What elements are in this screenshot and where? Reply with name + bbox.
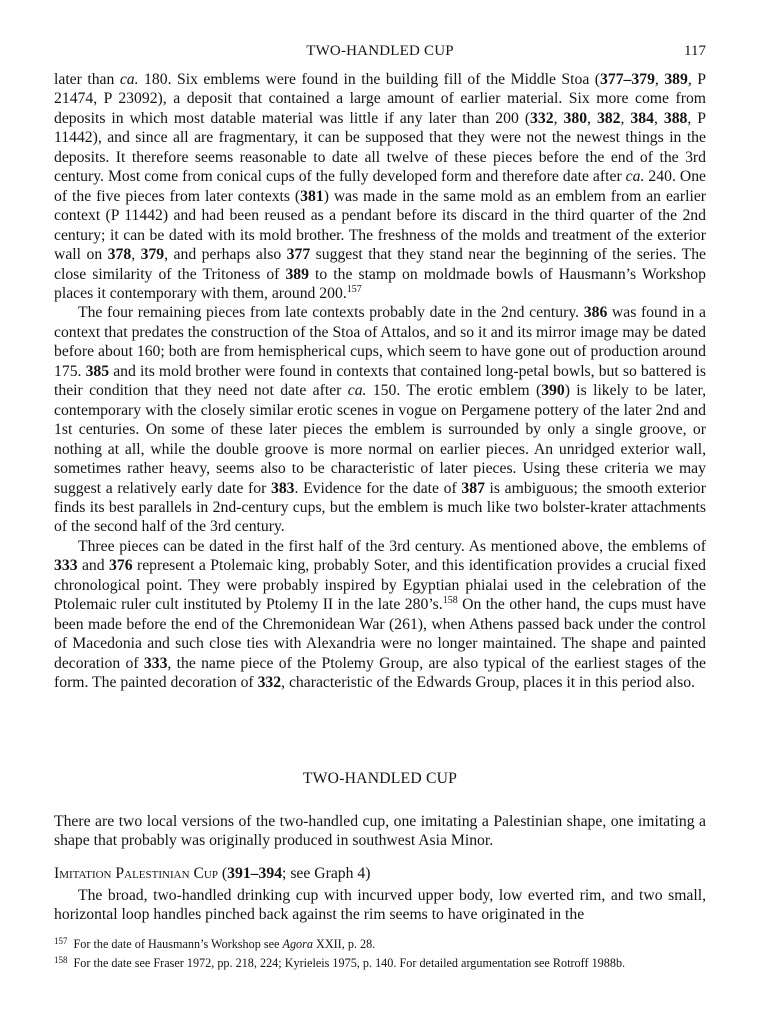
footnote-157: $^{157}$ For the date of Hausmann’s Workshop see Agora XXII, p. 28. (54, 936, 376, 951)
paragraph-1: later than ca. 180. Six emblems were found in the building fill of the Middle Stoa (377–379, 389, P 21474, P 23092), a deposit that contained a large amount of earlier material. Six more come from deposits in which most datable material was little if any later than 200 (332, 380, 382, 384, 388, P 11442), and since all are fragmentary, it can be supposed that they were not the newest things in the deposits. It therefore seems reasonable to date all twelve of these pieces before the end of the 3rd century. Most come from conical cups of the fully developed form and therefore date after ca. 240. One of the five pieces from later contexts (381) was made in the same mold as an emblem from an earlier context (P 11442) and had been reused as a pendant before its discard in the third quarter of the 2nd century; it can be dated with its mold brother. The freshness of the molds and treatment of the exterior wall on 378, 379, and perhaps also 377 suggest that they stand near the beginning of the series. The close similarity of the Tritoness of 389 to the stamp on moldmade bowls of Hausmann’s Workshop places it contemporary with them, around 200.$^{157}$ (54, 71, 707, 302)
paragraph-3: Three pieces can be dated in the first half of the 3rd century. As mentioned above, the emblems of 333 and 376 represent a Ptolemaic king, probably Soter, and this identification provides a crucial fixed chronological point. They were probably inspired by Egyptian phialai used in the celebration of the Ptolemaic ruler cult instituted by Ptolemy II in the late 280’s.$^{158}$ On the other hand, the cups must have been made before the end of the Chremonidean War (261), when Athens passed back under the control of Macedonia and such close ties with Alexandria were no longer maintained. The shape and painted decoration of 333, the name piece of the Ptolemy Group, are also typical of the earliest stages of the form. The painted decoration of 332, characteristic of the Edwards Group, places it in this period also. (54, 537, 707, 692)
footnote-158: $^{158}$ For the date see Fraser 1972, pp. 218, 224; Kyrieleis 1975, p. 140. For detailed argumentation see Rotroff 1988b. (54, 954, 626, 970)
paragraph-2: The four remaining pieces from late contexts probably date in the 2nd century. 386 was found in a context that predates the construction of the Stoa of Attalos, and so it and its mirror image may be dated before about 160; both are from hemispherical cups, which seem to have gone out of production around 175. 385 and its mold brother were found in contexts that contained long-petal bowls, but so battered is their condition that they need not date after ca. 150. The erotic emblem (390) is likely to be later, contemporary with the closely similar erotic scenes in vogue on Pergamene pottery of the later 2nd and 1st centuries. On some of these later pieces the emblem is surrounded by only a single groove, or nothing at all, while the double groove is more normal on earlier pieces. An unridged exterior wall, sometimes rather heavy, seems also to be characteristic of later pieces. Using these criteria we may suggest a relatively early date for 383. Evidence for the date of 387 is ambiguous; the smooth exterior finds its best parallels in 2nd-century cups, but the emblem is much like two bolster-krater attachments of the second half of the 3rd century. (54, 304, 707, 536)
footnotes (54, 934, 706, 971)
section-paragraph: The broad, two-handled drinking cup with incurved upper body, low everted rim, and two small, horizontal loop handles pinched back against the rim seems to have originated in the (54, 887, 706, 924)
section-intro: There are two local versions of the two-handled cup, one imitating a Palestinian shape, one imitating a shape that probably was originally produced in southwest Asia Minor. (54, 813, 706, 850)
body-text (54, 70, 706, 693)
footnote-ref-158[interactable]: 158 (442, 595, 458, 607)
subsection-heading: Imitation Palestinian Cup (391–394; see Graph 4) (54, 865, 371, 882)
footnote-ref-157[interactable]: 157 (346, 283, 362, 295)
page-number: 117 (684, 43, 706, 59)
page-header (54, 43, 706, 63)
section-title: TWO-HANDLED CUP (302, 770, 458, 787)
running-head: TWO-HANDLED CUP (306, 43, 454, 59)
